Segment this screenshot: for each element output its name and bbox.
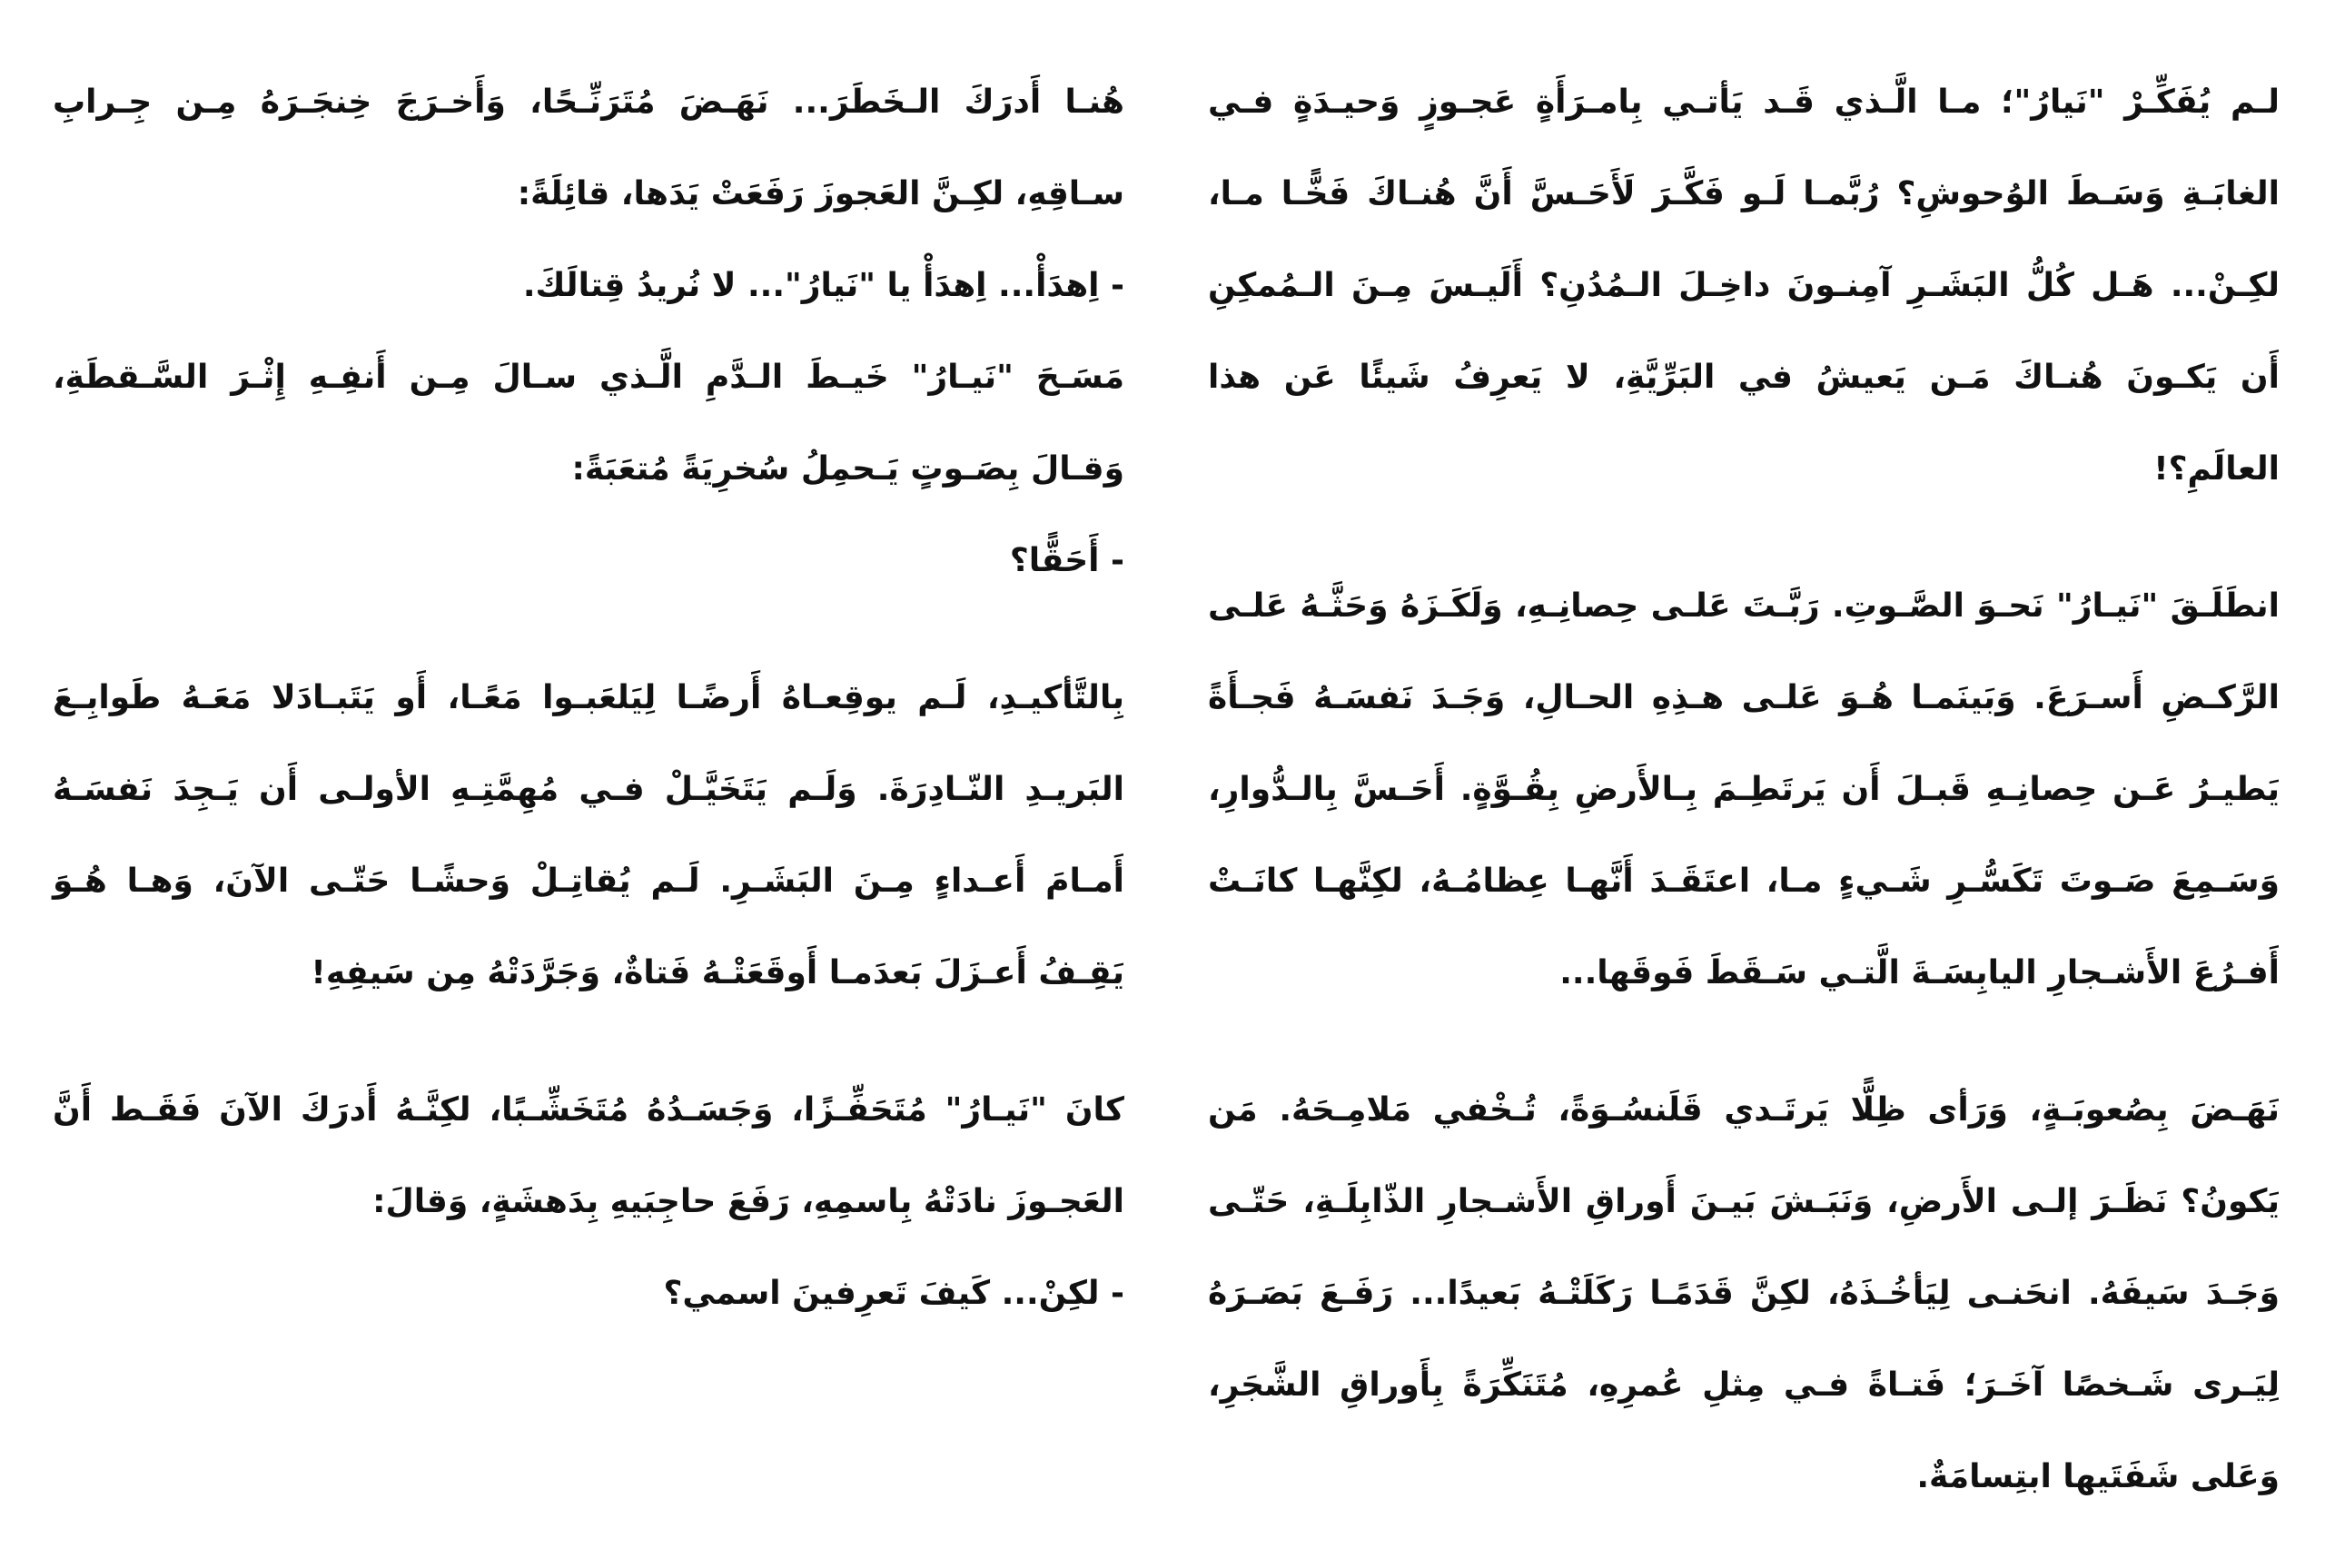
narration-line: هُنـا أَدرَكَ الـخَطَرَ... نَهَـضَ مُتَرَنِّـحًا، وَأَخـرَجَ خِنجَـرَهُ مِـن جِـرابِ سـاقِهِ، لكِـنَّ العَجوزَ رَفَعَتْ يَدَها، قائِلَةً:: [53, 84, 1124, 212]
dialogue-block-2: [53, 1064, 1124, 1339]
narration-line: كانَ "نَيـارُ" مُتَحَفِّـزًا، وَجَسَـدُهُ مُتَخَشِّـبًا، لكِنَّـهُ أَدرَكَ الآنَ فَقَـط أَنَّ العَجـوزَ نادَتْهُ بِاسمِهِ، رَفَعَ حاجِبَيهِ بِدَهشَةٍ، وَقالَ:: [53, 1091, 1124, 1220]
narration-line: مَسَـحَ "نَيـارُ" خَيـطَ الـدَّمِ الَّـذي سـالَ مِـن أَنفِـهِ إِثْـرَ السَّـقطَةِ، وَقـالَ بِصَـوتٍ يَـحمِلُ سُخرِيَةً مُتعَبَةً:: [53, 359, 1124, 488]
right-text-column: [1208, 56, 2280, 1568]
paragraph-3: نَهَـضَ بِصُعوبَـةٍ، وَرَأى ظِلًّا يَرتَـدي قَلَنسُـوَةً، تُـخْفي مَلامِـحَهُ. مَن يَكونُ؟ نَظَـرَ إلـى الأَرضِ، وَنَبَـشَ بَيـنَ أَوراقِ الأَشـجارِ الذّابِلَـةِ، حَتّـى وَجَـدَ سَيفَهُ. انحَنـى لِيَأخُـذَهُ، لكِنَّ قَدَمًـا رَكَلَتْـهُ بَعيدًا... رَفَـعَ بَصَـرَهُ لِيَـرى شَـخصًا آخَـرَ؛ فَتـاةً فـي مِثلِ عُمرِهِ، مُتَنَكِّرَةً بِأَوراقِ الشَّجَرِ، وَعَلى شَفَتَيها ابتِسامَةٌ.: [1208, 1091, 2280, 1495]
paragraph-2: انطَلَـقَ "نَيـارُ" نَحـوَ الصَّـوتِ. رَبَّـتَ عَلـى حِصانِـهِ، وَلَكَـزَهُ وَحَثَّـهُ عَلـى الرَّكـضِ أَسـرَعَ. وَبَينَمـا هُـوَ عَلـى هـذِهِ الحـالِ، وَجَـدَ نَفسَـهُ فَجـأَةً يَطيـرُ عَـن حِصانِـهِ قَبـلَ أَن يَرتَطِـمَ بِـالأَرضِ بِقُـوَّةٍ. أَحَـسَّ بِالـدُّوارِ، وَسَـمِعَ صَـوتَ تَكَسُّـرِ شَـيءٍ مـا، اعتَقَـدَ أَنَّهـا عِظامُـهُ، لكِنَّهـا كانَـتْ أَفـرُعَ الأَشـجارِ اليابِسَـةَ الَّتـي سَـقَطَ فَوقَها...: [1208, 587, 2280, 991]
dialogue-block-1: [53, 56, 1124, 606]
dialogue-line: - لكِنْ... كَيفَ تَعرِفينَ اسمي؟: [663, 1275, 1124, 1312]
dialogue-line: - اِهدَأْ... اِهدَأْ يا "نَيارُ"... لا نُريدُ قِتالَكَ.: [522, 267, 1124, 304]
paragraph-1: لـم يُفَكِّـرْ "نَيارُ"؛ مـا الَّـذي قَـد يَأتـي بِامـرَأَةٍ عَجـوزٍ وَحيـدَةٍ فـي الغابَـةِ وَسَـطَ الوُحوشِ؟ رُبَّمـا لَـو فَكَّـرَ لَأَحَـسَّ أَنَّ هُنـاكَ فَخًّـا مـا، لكِـنْ... هَـل كُلُّ البَشَـرِ آمِنـونَ داخِـلَ الـمُدُنِ؟ أَلَيـسَ مِـنَ الـمُمكِنِ أَن يَكـونَ هُنـاكَ مَـن يَعيشُ في البَرِّيَّةِ، لا يَعرِفُ شَيئًا عَن هذا العالَمِ؟!: [1208, 84, 2280, 488]
dialogue-line: - أَحَقًّا؟: [1009, 542, 1124, 579]
paragraph-gap: [53, 606, 1124, 652]
paragraph-4: بِالتَّأكيـدِ، لَـم يوقِعـاهُ أَرضًـا لِيَلعَبـوا مَعًـا، أَو يَتَبـادَلا مَعَـهُ طَوابِـعَ البَريـدِ النّـادِرَةَ. وَلَـم يَتَخَيَّـلْ فـي مُهِمَّتِـهِ الأولـى أَن يَـجِدَ نَفسَـهُ أَمـامَ أَعـداءٍ مِـنَ البَشَـرِ. لَـم يُقاتِـلْ وَحشًـا حَتّـى الآنَ، وَهـا هُـوَ يَقِـفُ أَعـزَلَ بَعدَمـا أَوقَعَتْـهُ فَتاةٌ، وَجَرَّدَتْهُ مِن سَيفِهِ!: [53, 679, 1124, 991]
left-text-column: [53, 56, 1124, 1339]
